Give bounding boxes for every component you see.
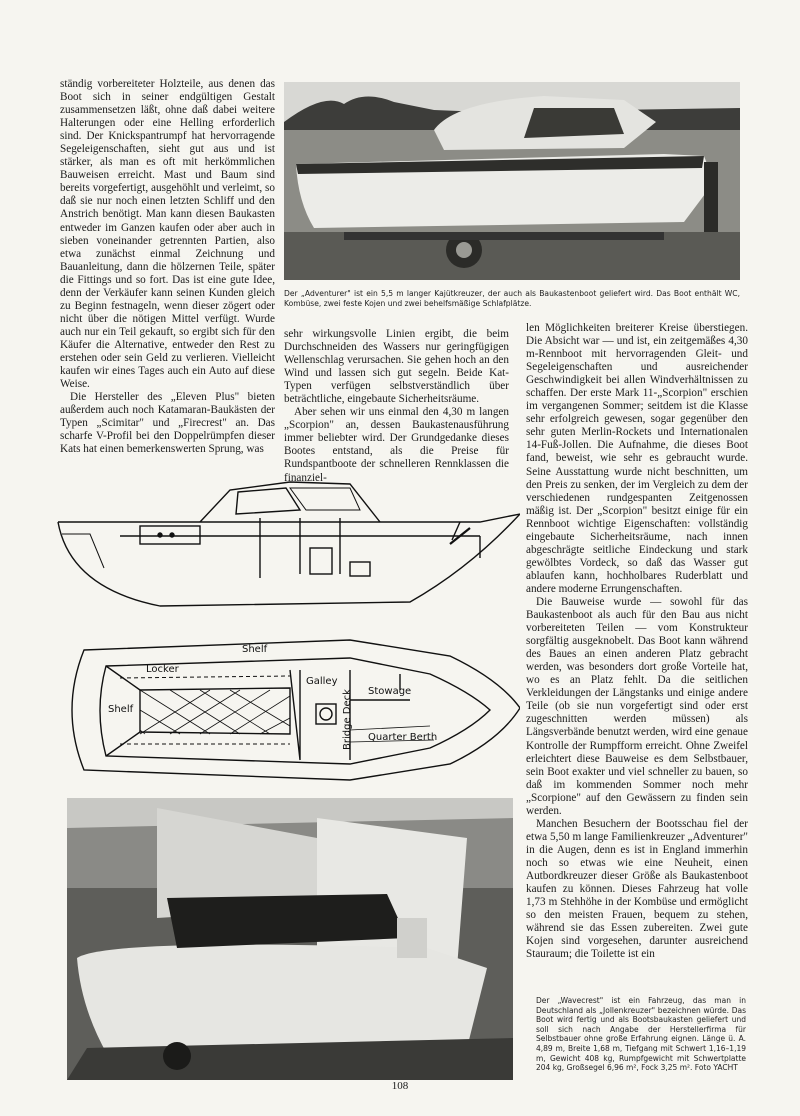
- paragraph: Aber sehen wir uns einmal den 4,30 m langen „Scorpion" an, dessen Baukastenausführung immer beliebter wird. Der Grundgedanke dieses Bootes entstand, als die Preise für Rundspantboote der schnelleren Rennklassen die finanziel-: [284, 406, 509, 484]
- paragraph: Die Bauweise wurde — sowohl für das Baukastenboot als auch für den Bau aus nicht vorbereiteten Teilen — vom Konstrukteur sorgfältig ausgeknobelt. Das Boot kann während des Baues an einen anderen Platz gebracht werden, was besonders dort große Vorteile hat, wo es an Platz fehlt. Da die seitlichen Verkleidungen der Längstanks und einige andere Teile (ob sie nun vorgefertigt sind oder erst zugeschnitten werden müssen) als Längsverbände benutzt werden, wird eine genaue Kontrolle der Rumpfform erreicht. Ohne Zweifel erleichtert diese Bauweise es dem Selbstbauer, sein Boot exakter und viel schneller zu bauen, so daß im kommenden Sommer noch mehr „Scorpione" auf den Gewässern zu finden sein werden.: [526, 595, 748, 817]
- paragraph: ständig vorbereiteter Holzteile, aus denen das Boot sich in seiner endgültigen Gestalt zusammensetzen läßt, ohne daß dabei weitere Halterungen oder eine Helling erforderlich sind. Der Knickspantrumpf hat hervorragende Segeleigenschaften, sieht gut aus und ist stärker, als man es oft mit herkömmlichen Bauweisen erreicht. Mast und Baum sind bereits vorgefertigt, ausgehöhlt und verleimt, so daß sie nur noch einen letzten Schliff und den Anstrich benötigt. Man kann diesen Baukasten entweder im Ganzen kaufen oder aber auch in sieben voneinander getrennten Partien, also etwa zunächst einmal Zeichnung und Bauanleitung, dann die hölzernen Teile, später die Fittings und so fort. Das ist eine gute Idee, denn der Verkäufer kann seinen Kunden gleich zu Beginn festnageln, wenn dieser zögert oder nicht über die nötigen Mittel verfügt. Wurde auch nur ein Teil gekauft, so ergibt sich für den Käufer die Alternative, entweder den Rest zu erstehen oder sein Geld zu verlieren. Vielleicht kaufen wir eines Tages auch ein Auto auf diese Weise.: [60, 78, 275, 391]
- wavecrest-caption: Der „Wavecrest" ist ein Fahrzeug, das man in Deutschland als „Jollenkreuzer" bezeichnen würde. Das Boot wird fertig und als Bootsbaukasten geliefert und soll sich nach Angabe der Herstellerfirma für Selbstbauer ohne große Erfahrung eignen. Länge ü. A. 4,89 m, Breite 1,68 m, Tiefgang mit Schwert 1,16–1,19 m, Gewicht 408 kg, Rumpfgewicht mit Schwertplatte 204 kg, Großsegel 6,96 m², Fock 3,25 m². Foto YACHT: [536, 996, 746, 1073]
- paragraph: sehr wirkungsvolle Linien ergibt, die beim Durchschneiden des Wassers nur geringfügigen Wellenschlag verursachen. Sie gehen hoch an den Wind und lassen sich gut segeln. Beide Kat-Typen verfügen selbstverständlich über beträchtliche, eingebaute Sicherheitsräume.: [284, 328, 509, 406]
- label-stowage: Stowage: [368, 686, 412, 697]
- paragraph: Die Hersteller des „Eleven Plus" bieten außerdem auch noch Katamaran-Baukästen der Typen „Scimitar" und „Firecrest" an. Das scharfe V-Profil bei den Doppelrümpfen dieser Kats hat einen bemerkenswerten Sprung, was: [60, 391, 275, 456]
- text-column-1: [60, 78, 275, 456]
- text-column-3: [526, 322, 748, 961]
- text-column-2: [284, 328, 509, 485]
- label-quarter-berth: Quarter Berth: [368, 732, 438, 743]
- page-number: 108: [391, 1080, 409, 1092]
- paragraph: len Möglichkeiten breiterer Kreise überstiegen. Die Absicht war — und ist, ein zeitgemäßes 4,30 m-Rennboot mit hervorragenden Gleit- und Segeleigenschaften und ausreichender Geschwindigkeit bei allen Windverhältnissen zu schaffen. Der erste Mark 11-„Scorpion" erschien im vergangenen Sommer; seitdem ist die Klasse sehr erfolgreich gewesen, sogar gegenüber den sehr guten Merlin-Rockets und Internationalen 14-Fuß-Jollen. Die Aufnahme, die dieses Boot fand, beweist, wie sehr es gebraucht wurde. Seine Ausstattung wurde nicht beschnitten, um den Preis zu senken, der im Vergleich zu dem der verschiedenen rundgespanten Zeitgenossen mäßig ist. Der „Scorpion" besitzt einige für ein Rennboot wichtige Eigenschaften: vollständig eingebaute Sicherheitsräume, nach innen abgeschrägte seitliche Eindeckung und stark gewölbtes Vordeck, so daß das Wasser gut ablaufen kann, hochholbares Ruderblatt und andere moderne Errungenschaften.: [526, 322, 748, 595]
- boat-deck-plan-drawing: [50, 630, 520, 790]
- wavecrest-photo: [67, 798, 513, 1080]
- adventurer-caption: Der „Adventurer" ist ein 5,5 m langer Kajütkreuzer, der auch als Baukastenboot geliefert wird. Das Boot enthält WC, Kombüse, zwei feste Kojen und zwei behelfsmäßige Schlafplätze.: [284, 289, 740, 308]
- paragraph: Manchen Besuchern der Bootsschau fiel der etwa 5,50 m lange Familienkreuzer „Adventurer" in die Augen, denn es ist in England immerhin noch so etwas wie eine Neuheit, einen Autbordkreuzer dieser Größe als Baukastenboot kaufen zu können. Dieses Fahrzeug hat volle 1,73 m Stehhöhe in der Kombüse und ermöglicht so den meisten Frauen, bequem zu stehen, während sie das Essen zubereiten. Zwei gute Kojen sind vorgesehen, darunter ausreichend Stauraum; die Toilette ist ein: [526, 817, 748, 961]
- adventurer-photo: [284, 82, 740, 280]
- label-shelf-left: Shelf: [108, 704, 134, 715]
- label-galley: Galley: [306, 676, 338, 687]
- label-locker: Locker: [146, 664, 179, 675]
- label-bridge-deck: Bridge Deck: [342, 689, 353, 750]
- boat-profile-drawing: [50, 478, 520, 628]
- label-shelf-top: Shelf: [242, 644, 268, 655]
